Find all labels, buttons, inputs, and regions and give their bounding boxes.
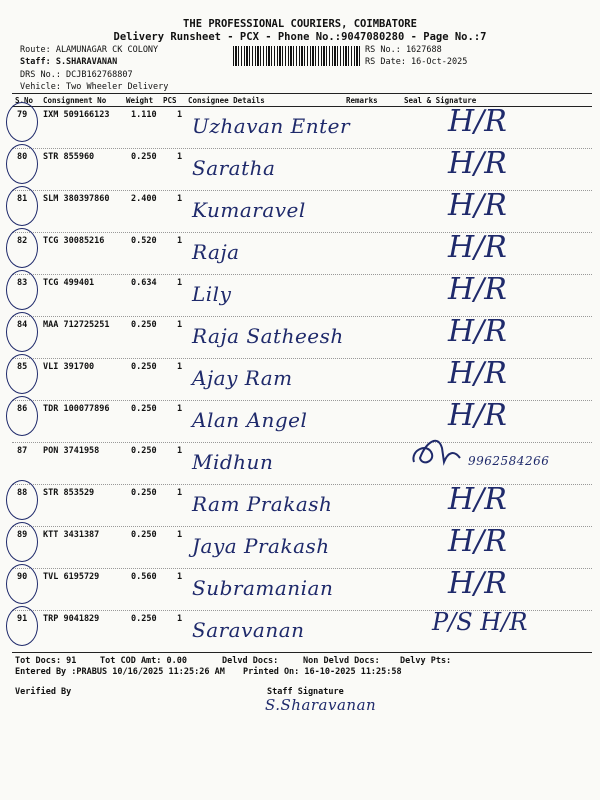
serial-circle bbox=[6, 522, 38, 562]
delivered-docs: Delvd Docs: bbox=[222, 656, 279, 666]
serial-number: 86 bbox=[17, 404, 28, 414]
seal-signature-handwritten: H/R bbox=[448, 482, 507, 517]
serial-number: 89 bbox=[17, 530, 28, 540]
serial-number: 91 bbox=[17, 614, 28, 624]
seal-signature-handwritten: H/R bbox=[448, 188, 507, 223]
consignee-name-handwritten: Uzhavan Enter bbox=[192, 114, 351, 138]
weight: 1.110 bbox=[131, 110, 157, 120]
seal-signature-handwritten: H/R bbox=[448, 272, 507, 307]
barcode bbox=[233, 46, 361, 66]
sheet-title: Delivery Runsheet - PCX - Phone No.:9047080280 - Page No.:7 bbox=[113, 31, 487, 43]
consignee-name-handwritten: Alan Angel bbox=[192, 408, 308, 432]
serial-number: 79 bbox=[17, 110, 28, 120]
consignee-name-handwritten: Raja bbox=[192, 240, 240, 264]
serial-circle bbox=[6, 354, 38, 394]
consignee-name-handwritten: Saratha bbox=[192, 156, 276, 180]
serial-number: 80 bbox=[17, 152, 28, 162]
pieces: 1 bbox=[177, 110, 183, 120]
drs-number: DRS No.: DCJB162768807 bbox=[20, 70, 133, 80]
consignment-number: TCG 30085216 bbox=[43, 236, 105, 246]
company-name: THE PROFESSIONAL COURIERS, COIMBATORE bbox=[183, 18, 417, 30]
consignee-name-handwritten: Ajay Ram bbox=[192, 366, 293, 390]
serial-number: 84 bbox=[17, 320, 28, 330]
total-docs: Tot Docs: 91 bbox=[15, 656, 77, 666]
weight: 0.560 bbox=[131, 572, 157, 582]
weight: 0.250 bbox=[131, 152, 157, 162]
col-pcs: PCS bbox=[163, 96, 177, 105]
consignment-number: TDR 100077896 bbox=[43, 404, 110, 414]
scribble-signature-icon bbox=[408, 432, 464, 472]
consignment-number: TVL 6195729 bbox=[43, 572, 100, 582]
consignment-number: MAA 712725251 bbox=[43, 320, 110, 330]
col-weight: Weight bbox=[126, 96, 154, 105]
serial-circle bbox=[6, 480, 38, 520]
consignee-name-handwritten: Midhun bbox=[192, 450, 274, 474]
consignment-number: STR 855960 bbox=[43, 152, 95, 162]
serial-number: 88 bbox=[17, 488, 28, 498]
serial-circle bbox=[6, 396, 38, 436]
seal-signature-handwritten: H/R bbox=[448, 104, 507, 139]
pieces: 1 bbox=[177, 152, 183, 162]
weight: 0.250 bbox=[131, 320, 157, 330]
serial-number: 82 bbox=[17, 236, 28, 246]
weight: 2.400 bbox=[131, 194, 157, 204]
seal-signature-handwritten: H/R bbox=[448, 230, 507, 265]
pieces: 1 bbox=[177, 530, 183, 540]
col-consignment: Consignment No bbox=[43, 96, 107, 105]
seal-signature-handwritten: H/R bbox=[448, 146, 507, 181]
total-cod-amount: Tot COD Amt: 0.00 bbox=[100, 656, 187, 666]
non-delivered-docs: Non Delvd Docs: bbox=[303, 656, 380, 666]
staff: Staff: S.SHARAVANAN bbox=[20, 57, 118, 67]
weight: 0.250 bbox=[131, 614, 157, 624]
consignment-number: SLM 380397860 bbox=[43, 194, 110, 204]
rs-date: RS Date: 16-Oct-2025 bbox=[365, 57, 468, 67]
consignee-name-handwritten: Ram Prakash bbox=[192, 492, 333, 516]
row-divider bbox=[12, 442, 592, 443]
consignee-name-handwritten: Lily bbox=[192, 282, 232, 306]
pieces: 1 bbox=[177, 488, 183, 498]
serial-number: 83 bbox=[17, 278, 28, 288]
pieces: 1 bbox=[177, 194, 183, 204]
seal-signature-handwritten: H/R bbox=[448, 566, 507, 601]
consignment-number: TCG 499401 bbox=[43, 278, 95, 288]
seal-signature-handwritten: H/R bbox=[448, 524, 507, 559]
pieces: 1 bbox=[177, 278, 183, 288]
serial-number: 90 bbox=[17, 572, 28, 582]
pieces: 1 bbox=[177, 614, 183, 624]
consignee-phone-handwritten: 9962584266 bbox=[468, 454, 550, 468]
weight: 0.250 bbox=[131, 488, 157, 498]
footer-rule bbox=[12, 652, 592, 653]
route: Route: ALAMUNAGAR CK COLONY bbox=[20, 45, 159, 55]
consignee-name-handwritten: Raja Satheesh bbox=[192, 324, 344, 348]
seal-signature-handwritten: H/R bbox=[448, 398, 507, 433]
vehicle: Vehicle: Two Wheeler Delivery bbox=[20, 82, 169, 92]
printed-on: Printed On: 16-10-2025 11:25:58 bbox=[243, 667, 402, 677]
col-consignee: Consignee Details bbox=[188, 96, 265, 105]
serial-circle bbox=[6, 102, 38, 142]
consignment-number: PON 3741958 bbox=[43, 446, 100, 456]
weight: 0.250 bbox=[131, 362, 157, 372]
serial-circle bbox=[6, 270, 38, 310]
weight: 0.634 bbox=[131, 278, 157, 288]
verified-by: Verified By bbox=[15, 687, 72, 697]
rs-number: RS No.: 1627688 bbox=[365, 45, 442, 55]
weight: 0.250 bbox=[131, 404, 157, 414]
consignment-number: TRP 9041829 bbox=[43, 614, 100, 624]
seal-signature-handwritten: H/R bbox=[448, 356, 507, 391]
serial-circle bbox=[6, 144, 38, 184]
weight: 0.250 bbox=[131, 530, 157, 540]
weight: 0.250 bbox=[131, 446, 157, 456]
serial-circle bbox=[6, 564, 38, 604]
serial-number: 81 bbox=[17, 194, 28, 204]
serial-circle bbox=[6, 186, 38, 226]
pieces: 1 bbox=[177, 404, 183, 414]
weight: 0.520 bbox=[131, 236, 157, 246]
consignment-number: KTT 3431387 bbox=[43, 530, 100, 540]
pieces: 1 bbox=[177, 320, 183, 330]
serial-number: 85 bbox=[17, 362, 28, 372]
col-seal-signature: Seal & Signature bbox=[404, 96, 477, 105]
delivery-points: Delvy Pts: bbox=[400, 656, 452, 666]
header-rule-top bbox=[12, 93, 592, 94]
consignee-name-handwritten: Jaya Prakash bbox=[192, 534, 330, 558]
serial-circle bbox=[6, 606, 38, 646]
pieces: 1 bbox=[177, 362, 183, 372]
seal-signature-handwritten: H/R bbox=[448, 314, 507, 349]
pieces: 1 bbox=[177, 446, 183, 456]
serial-circle bbox=[6, 228, 38, 268]
entered-by: Entered By :PRABUS 10/16/2025 11:25:26 AM bbox=[15, 667, 225, 677]
consignment-number: STR 853529 bbox=[43, 488, 95, 498]
pieces: 1 bbox=[177, 572, 183, 582]
serial-circle bbox=[6, 312, 38, 352]
serial-number: 87 bbox=[17, 446, 28, 456]
col-sno: S.No bbox=[15, 96, 34, 105]
staff-signature-label: Staff Signature bbox=[267, 687, 344, 697]
consignee-name-handwritten: Saravanan bbox=[192, 618, 305, 642]
consignee-name-handwritten: Subramanian bbox=[192, 576, 334, 600]
consignment-number: VLI 391700 bbox=[43, 362, 95, 372]
staff-signature-handwritten: S.Sharavanan bbox=[265, 696, 377, 714]
col-remarks: Remarks bbox=[346, 96, 378, 105]
consignment-number: IXM 509166123 bbox=[43, 110, 110, 120]
consignee-name-handwritten: Kumaravel bbox=[192, 198, 306, 222]
pieces: 1 bbox=[177, 236, 183, 246]
seal-signature-handwritten: P/S H/R bbox=[432, 608, 528, 636]
